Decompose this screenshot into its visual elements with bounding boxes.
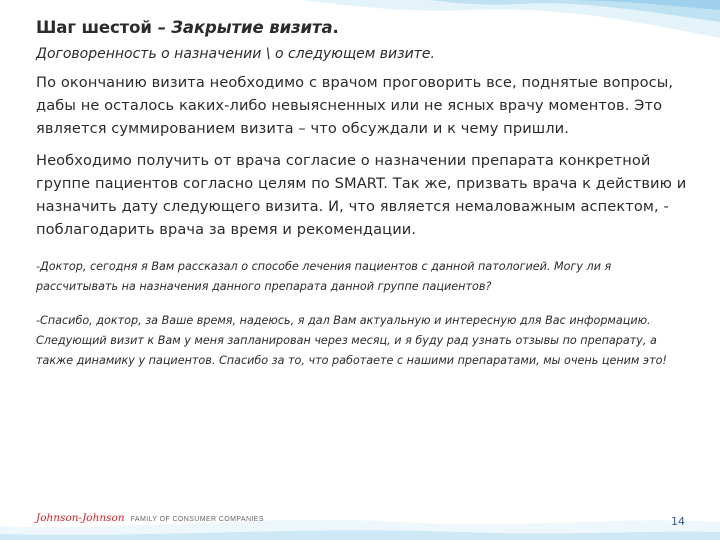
title-emphasis: Закрытие визита bbox=[171, 18, 333, 37]
title-prefix: Шаг шестой – bbox=[36, 18, 172, 37]
company-logo bbox=[36, 512, 264, 524]
dialogue-quote-thanks: -Спасибо, доктор, за Ваше время, надеюсь, я дал Вам актуальную и интересную для Вас информацию. Следующий визит к Вам у меня запланирован через месяц, и я буду рад узнать отзывы по препарату, а также динамику у пациентов. Спасибо за то, что работаете с нашими препаратами, мы очень ценим это! bbox=[36, 314, 667, 367]
slide-subtitle: Договоренность о назначении \ о следующем визите. bbox=[36, 46, 435, 62]
title-period: . bbox=[332, 18, 339, 37]
slide-content bbox=[36, 18, 691, 385]
logo-tagline: FAMILY OF CONSUMER COMPANIES bbox=[130, 516, 264, 523]
paragraph-summary: По окончанию визита необходимо с врачом проговорить все, поднятые вопросы, дабы не осталось каких-либо невыясненных или не ясных врачу моментов. Это является суммированием визита – что обсуждали и к чему пришли. bbox=[36, 74, 674, 137]
paragraph-agreement: Необходимо получить от врача согласие о назначении препарата конкретной группе пациентов согласно целям по SMART. Так же, призвать врача к действию и назначить дату следующего визита. И, что является немаловажным аспектом, - поблагодарить врача за время и рекомендации. bbox=[36, 152, 687, 238]
logo-script: Johnson-Johnson bbox=[36, 512, 125, 524]
dialogue-quote-question: -Доктор, сегодня я Вам рассказал о способе лечения пациентов с данной патологией. Могу ли я рассчитывать на назначения данного препарата данной группе пациентов? bbox=[36, 260, 612, 293]
slide-title bbox=[36, 18, 691, 37]
page-number: 14 bbox=[671, 515, 685, 528]
